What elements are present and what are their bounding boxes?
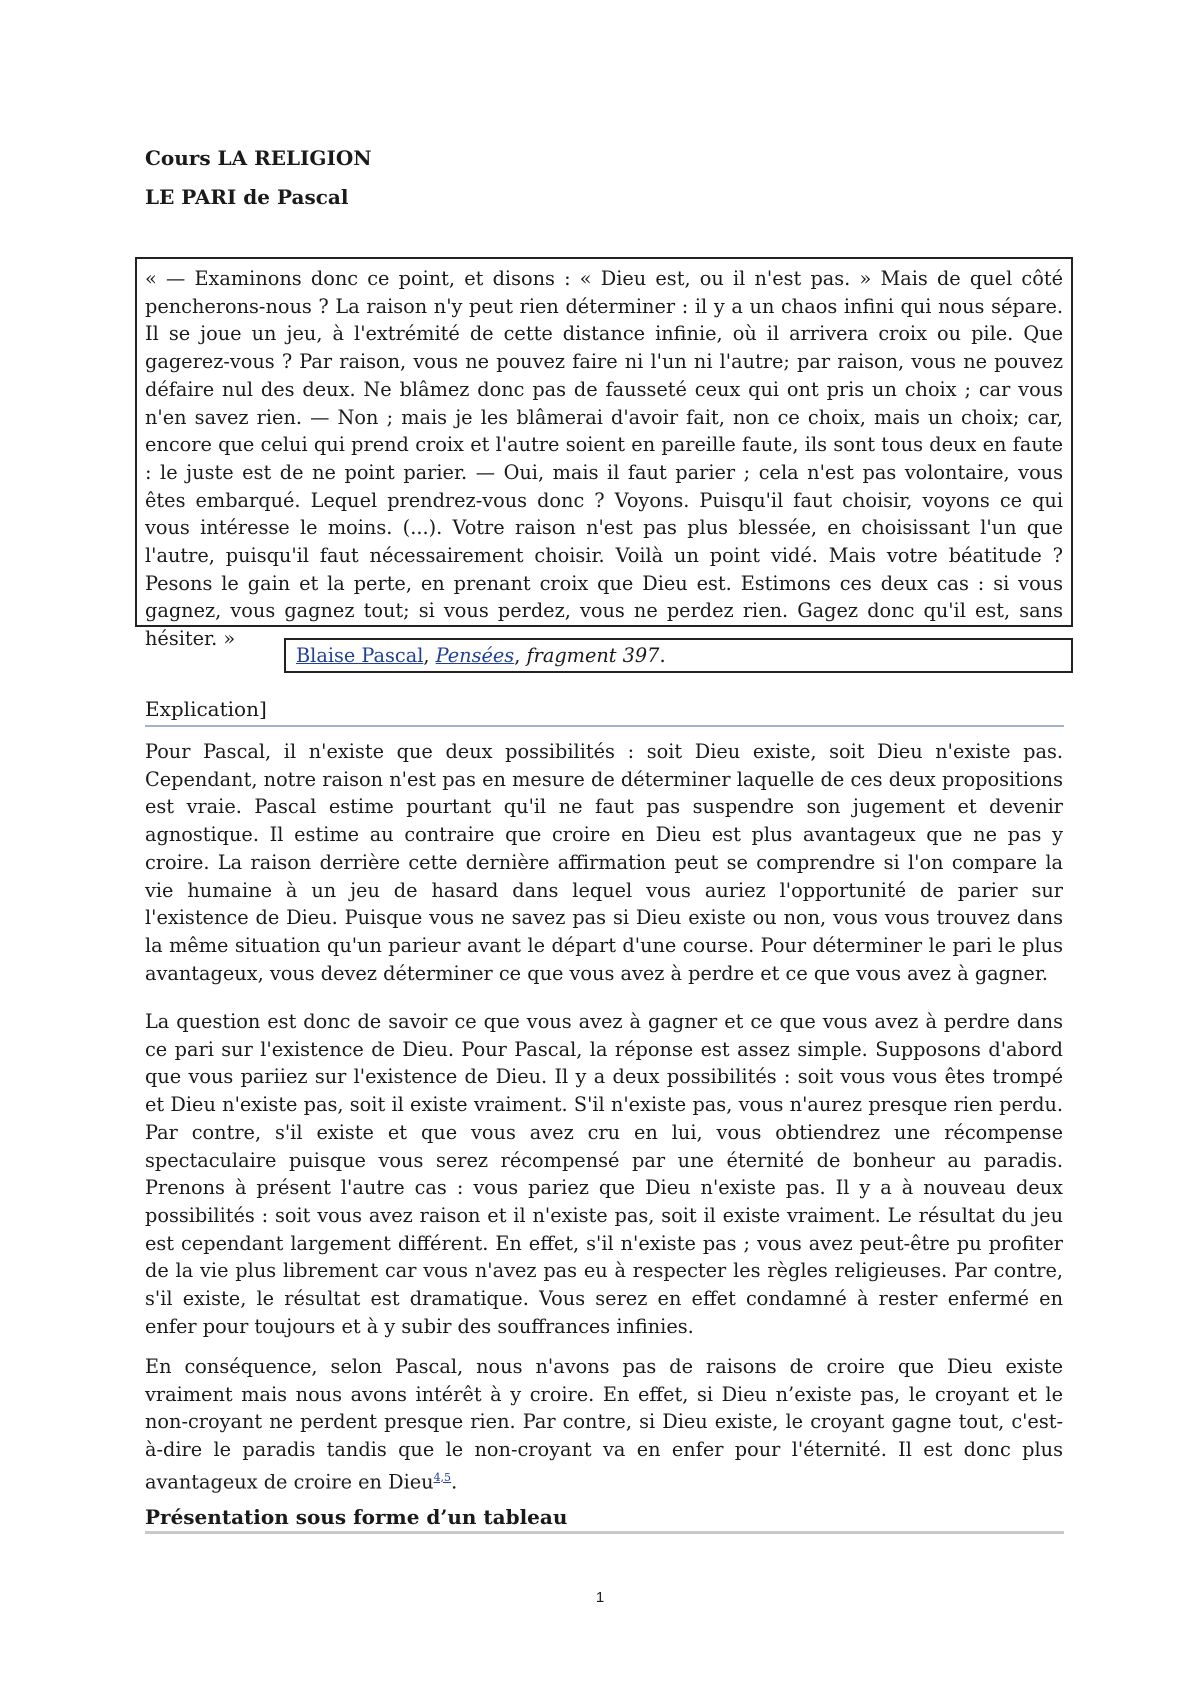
- conclusion-end: .: [451, 1470, 458, 1494]
- citation-separator: ,: [514, 644, 527, 667]
- citation-separator: ,: [423, 644, 436, 667]
- citation-box: [284, 638, 1073, 673]
- author-link[interactable]: Blaise Pascal: [296, 644, 424, 667]
- citation-end: .: [659, 644, 666, 667]
- lesson-title: LE PARI de Pascal: [145, 185, 349, 209]
- conclusion-paragraph: [145, 1353, 1063, 1496]
- explanation-paragraph: Pour Pascal, il n'existe que deux possibilités : soit Dieu existe, soit Dieu n'existe pas. Cependant, notre raison n'est pas en mesure de déterminer laquelle de ces deux propositions est vraie. Pascal estime pourtant qu'il ne faut pas suspendre son jugement et devenir agnostique. Il estime au contraire que croire en Dieu est plus avantageux que ne pas y croire. La raison derrière cette dernière affirmation peut se comprendre si l'on compare la vie humaine à un jeu de hasard dans lequel vous auriez l'opportunité de parier sur l'existence de Dieu. Puisque vous ne savez pas si Dieu existe ou non, vous vous trouvez dans la même situation qu'un parieur avant le départ d'une course. Pour déterminer le pari le plus avantageux, vous devez déterminer ce que vous avez à perdre et ce que vous avez à gagner.: [145, 740, 1063, 985]
- explication-heading: Explication]: [145, 697, 1064, 727]
- pascal-quote: « — Examinons donc ce point, et disons : « Dieu est, ou il n'est pas. » Mais de quel côté pencherons-nous ? La raison n'y peut rien déterminer : il y a un chaos infini qui nous sépare. Il se joue un jeu, à l'extrémité de cette distance infinie, où il arrivera croix ou pile. Que gagerez-vous ? Par raison, vous ne pouvez faire ni l'un ni l'autre; par raison, vous ne pouvez défaire nul des deux. Ne blâmez donc pas de fausseté ceux qui ont pris un choix ; car vous n'en savez rien. — Non ; mais je les blâmerai d'avoir fait, non ce choix, mais un choix; car, encore que celui qui prend croix et l'autre soient en pareille faute, ils sont tous deux en faute : le juste est de ne point parier. — Oui, mais il faut parier ; cela n'est pas volontaire, vous êtes embarqué. Lequel prendrez-vous donc ? Voyons. Puisqu'il faut choisir, voyons ce qui vous intéresse le moins. (...). Votre raison n'est pas plus blessée, en choisissant l'un que l'autre, puisqu'il faut nécessairement choisir. Voilà un point vidé. Mais votre béatitude ? Pesons le gain et la perte, en prenant croix que Dieu est. Estimons ces deux cas : si vous gagnez, vous gagnez tout; si vous perdez, vous ne perdez rien. Gagez donc qu'il est, sans hésiter. »: [145, 267, 1063, 651]
- explanation-paragraph: La question est donc de savoir ce que vous avez à gagner et ce que vous avez à perdre dans ce pari sur l'existence de Dieu. Pour Pascal, la réponse est assez simple. Supposons d'abord que vous pariiez sur l'existence de Dieu. Il y a deux possibilités : soit vous vous êtes trompé et Dieu n'existe pas, soit il existe vraiment. S'il n'existe pas, vous n'aurez presque rien perdu. Par contre, s'il existe et que vous avez cru en lui, vous obtiendrez une récompense spectaculaire puisque vous serez récompensé par une éternité de bonheur au paradis. Prenons à présent l'autre cas : vous pariez que Dieu n'existe pas. Il y a à nouveau deux possibilités : soit vous avez raison et il n'existe pas, soit il existe vraiment. Le résultat du jeu est cependant largement différent. En effet, s'il n'existe pas ; vous avez peut-être pu profiter de la vie plus librement car vous n'avez pas eu à respecter les règles religieuses. Par contre, s'il existe, le résultat est dramatique. Vous serez en effet condamné à rester enfermé en enfer pour toujours et à y subir des souffrances infinies.: [145, 1010, 1063, 1338]
- table-heading: Présentation sous forme d’un tableau: [145, 1505, 1064, 1534]
- footnote-reference[interactable]: 4,5: [433, 1470, 452, 1484]
- course-title: Cours LA RELIGION: [145, 146, 372, 170]
- quote-box: [135, 257, 1073, 651]
- page-number: 1: [595, 1589, 605, 1606]
- conclusion-text: En conséquence, selon Pascal, nous n'avons pas de raisons de croire que Dieu existe vraiment mais nous avons intérêt à y croire. En effet, si Dieu n’existe pas, le croyant et le non-croyant ne perdent presque rien. Par contre, si Dieu existe, le croyant gagne tout, c'est-à-dire le paradis tandis que le non-croyant va en enfer pour l'éternité. Il est donc plus avantageux de croire en Dieu: [145, 1355, 1063, 1494]
- work-link[interactable]: Pensées: [435, 644, 515, 667]
- fragment-label: fragment 397: [526, 644, 660, 667]
